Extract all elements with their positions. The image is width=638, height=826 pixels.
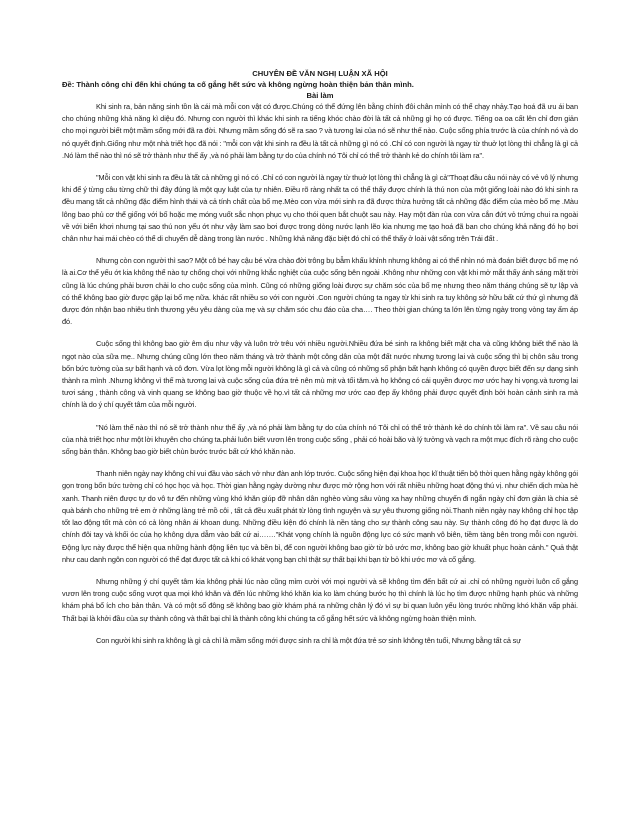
paragraph: Nhưng những ý chí quyết tâm kia không phải lúc nào cũng mỉm cười với mọi người và sẽ không tìm đến bất cứ ai .chỉ có những người luôn cố gắng vươn lên trong cuộc sống vượt qua mọi khó khăn và đến lúc những khó khăn kia ko làm chúng bước họ thì chính là lúc họ tìm được những hạnh phúc và những khám phá bổ ích cho bản thân. Và có một số đông sẽ không bao giờ khám phá ra những chân lý đó vì sự bi quan luôn yếu lòng trước những khó khăn vấp phải. Thất bại là khởi đầu của sự thành công và thất bại chỉ là thành công khi chúng ta cố gắng hết sức và không ngừng hoàn thiện mình. xyxy=(62,576,578,623)
paragraph: Thanh niên ngày nay không chỉ vui đầu vào sách vở như đàn anh lớp trước. Cuộc sống hiện đại khoa học kĩ thuật tiến bộ thời quen hằng ngày không gói gọn trong bốn bức tường chỉ có học học và học. Thời gian hằng ngày dường như được mở rộng hơn với rất nhiều những hoạt động thú vị. như chiến dịch mùa hè xanh. Thanh niên được tự do vô tư đến những vùng khó khăn giúp đỡ nhân dân nghèo vùng sâu vùng xa hay những chuyến đi ngắn ngày chỉ đơn giản là chia sẻ quà bánh cho những trẻ em ở những làng trẻ mồ côi , tất cả đều xuất phát từ lòng tình nguyện và sự yêu thương giống nòi.Thanh niên ngày nay không chỉ học tập tốt lao động tốt mà còn có cả lòng nhân ái khoan dung. Những điều kiện đó chính là nền tảng cho sự thành công sau này. Sự thành công đó họ đạt được là do chính đôi tay và khối óc của họ không dựa dẫm vào bất cứ ai……."Khát vọng chính là nguồn động lực có sức mạnh vô biên, tiềm tàng bên trong mỗi con người. Động lực này được thể hiện qua những hành động liên tục và bền bỉ, để con người không bao giờ từ bỏ ước mơ, không bao giờ khuất phục hoàn cảnh." Quả thật như cau danh ngôn con người có thể đạt được tất cả khi có khát vọng bạn chỉ thật sự thất bại khi bạn từ bỏ khi ước mơ và cố gắng. xyxy=(62,469,578,564)
paragraph: Con người khi sinh ra không là gì cả chỉ là mầm sống mới được sinh ra chỉ là một đứa trẻ sơ sinh không tên tuổi, Nhưng bằng tất cả sự xyxy=(96,635,522,645)
document-page xyxy=(62,68,578,826)
paragraph: Khi sinh ra, bản năng sinh tồn là cái mà mỗi con vật có được.Chúng có thể đứng lên bằng chính đôi chân mình có thể chạy nhảy.Tạo hoá đã ưu ái ban cho chúng những khả năng kì diệu đó. Nhưng con người thì khác khi sinh ra tiếng khóc chào đời là tất cả những gì họ có được. Tiếng oa oa cất lên chỉ đơn giản cho mọi người biết một mầm sống mới đã ra đời. Nhưng mầm sống đó sẽ ra sao ? và tương lai của nó sẽ như thế nào. Cuộc sống phía trước là của chính nó và do nó quyết định.Giống như một nhà triết học đã nói : "mỗi con vật khi sinh ra đều là tất cả những gì nó có .Chỉ có con người là ngay từ thuở lọt lòng thì chẳng là gì cả .Nó làm thế nào thì nó sẽ trở thành như thế ấy ,và nó phải làm bằng tự do của chính nó Tôi chỉ có thể trở thành kẻ do chính tôi làm ra". xyxy=(62,102,578,160)
paragraph: "Nó làm thế nào thì nó sẽ trở thành như thế ấy ,và nó phải làm bằng tự do của chính nó Tôi chỉ có thể trở thành kẻ do chính tôi làm ra". Về sau câu nói của nhà triết học như một lời khuyên cho chúng ta.phải luôn biết vươn lên trong cuộc sống , phải có hoài bão và lý tưởng và vạch ra một mục đích rõ ràng cho cuộc sống bản thân. Không bao giờ biết chùn bước trước bất cứ khó khăn nào. xyxy=(62,422,578,457)
paragraph: "Mỗi con vật khi sinh ra đều là tất cả những gì nó có .Chỉ có con người là ngay từ thuở lọt lòng thì chẳng là gì cả"Thoạt đầu câu nói này có vẻ vô lý nhưng khi để ý từng câu từng chữ thì đây đúng là một quy luật của tự nhiên. Điều rõ ràng nhất ta có thể thấy được chính là thú non của một giống loài nào đó khi sinh ra đều mang tất cả những đặc điểm hình thái và cả tính chất của bố mẹ.Mèo con vừa mới sinh ra đã được thừa hưởng tất cả những đặc điểm của mèo bố mẹ .Màu lông bao phủ cơ thể giống với bố hoặc mẹ móng vuốt sắc nhọn phục vụ cho thói quen bắt chuột sau này. Hay một đàn rùa con vừa cắn đứt vỏ trứng chui ra ngoài về với biển khơi nhưng tại sao thú non yếu ớt như vậy làm sao bơi được trong dòng nước lạnh lẽo kia nhưng mẹ tạo hoá đã ban cho chúng khả năng đó họ bơi chân như hai mái chèo có thể di chuyển dễ dàng trong làn nước . Những khả năng đặc biệt đó chỉ có thể thấy ở loài vật sống trên Trái đất . xyxy=(62,173,578,244)
document-title: CHUYÊN ĐỀ VĂN NGHỊ LUẬN XÃ HỘI xyxy=(252,69,388,78)
paragraph: Cuộc sống thì không bao giờ êm dịu như vậy và luôn trở trêu với nhiều người.Nhiều đứa bé sinh ra không biết mặt cha và cũng không biết thế nào là ngọt nào của sữa mẹ.. Nhưng chúng cũng lớn theo năm tháng và trở thành một công dân của một đất nước nhưng tương lai và cuộc sống thì bị chôn sâu trong bốn bức tường của sự bất hạnh và cô đơn. Vừa lọt lòng mỗi người không là gì cả và cũng có những số phận bất hạnh không có quyền được biết đến sự dạng sinh thành ra mình .Nhưng không vì thế mà tương lai và cuộc sống của đứa trẻ nên mù mịt và tối tăm.và họ không có cái quyền được mơ ước hay hi vọng.và tương lai tươi sáng , thành công và vinh quang se không bao giờ thuộc về họ.vì tất cả những mơ ước cao đẹp ấy không phải được quyết định bởi hoàn cảnh sinh ra mà chính là do ý chí quyết tâm của mỗi người. xyxy=(62,339,578,410)
essay-heading: Bài làm xyxy=(306,91,334,100)
essay-topic: Đề: Thành công chỉ đến khi chúng ta cố gắng hết sức và không ngừng hoàn thiện bản thân mình. xyxy=(62,80,414,89)
paragraph: Nhưng còn con người thì sao? Một cô bé hay cậu bé vừa chào đời trông bụ bẫm khấu khỉnh nhưng không ai có thể nhìn nó mà đoán biết được bố mẹ nó là ai.Cơ thể yếu ớt kia không thể nào tự chống chọi với những khắc nghiệt của cuộc sống bên ngoài .Không như những con vật khi mở mắt thấy ánh sáng mặt trời cũng là lúc chúng phải bươn chải lo cho cuộc sống của mình. Cũng có những giống loài được sự chăm sóc của bố mẹ nhưng theo năm tháng chúng sẽ tự lập và có thể không bao giờ được gặp lại bố mẹ nữa. khác rất nhiều so với con người .Con người chúng ta ngay từ khi sinh ra tuy không sở hữu bất cứ thứ gì nhưng đã được đón nhận bao nhiêu tình thương yêu yêu dàng của mẹ và sự chăm sóc chu đáo của cha…. Theo thời gian chúng ta lớn lên từng ngày trong vòng tay ấm áp đó. xyxy=(62,256,578,327)
